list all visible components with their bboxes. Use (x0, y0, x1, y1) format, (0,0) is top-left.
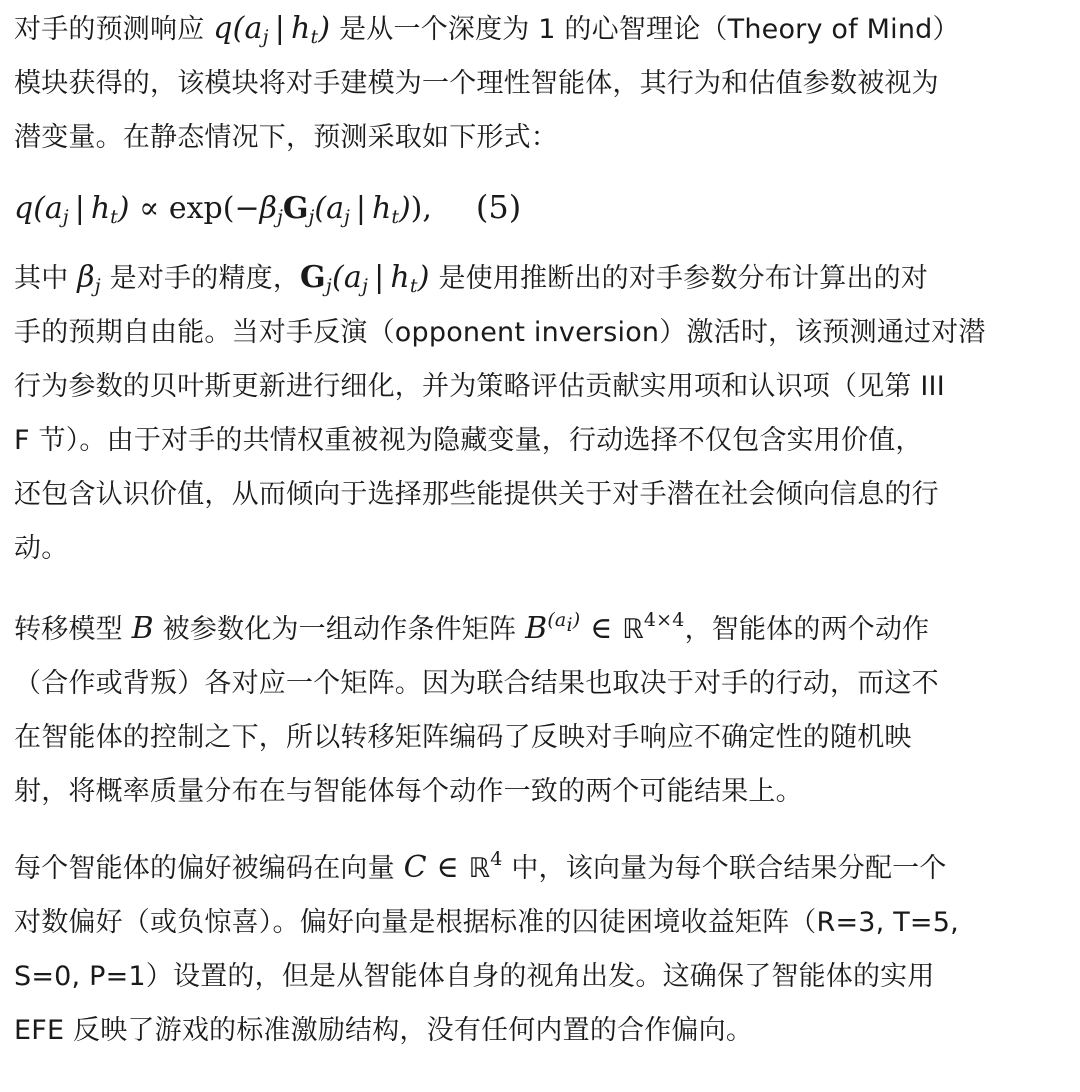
math-G-j: $G_j(a_j$ | $h_t$) (300, 260, 430, 297)
text-run: 是使用推断出的对手参数分布计算出的对 (438, 263, 929, 294)
text-line (14, 841, 1070, 896)
text-line: （合作或背叛）各对应一个矩阵。因为联合结果也取决于对手的行动，而这不 (14, 668, 939, 699)
text-line (14, 602, 1070, 657)
equation-body: $q(a_j$ | $h_t) \propto \exp(-\beta_jG_j(a_j$ | $h_t$)), (14, 191, 432, 228)
text-run: 是对手的精度， (109, 263, 301, 294)
text-run: 是从一个深度为 1 的心智理论（Theory of Mind） (339, 14, 960, 45)
text-run: 被参数化为一组动作条件矩阵 (162, 614, 517, 645)
equation-5 (14, 177, 1070, 237)
text-run: 其中 (14, 263, 69, 294)
document-body (14, 2, 1070, 1058)
paragraph-precision-efe (14, 251, 1070, 576)
text-line: 还包含认识价值，从而倾向于选择那些能提供关于对手潜在社会倾向信息的行 (14, 479, 939, 510)
text-line: F 节）。由于对手的共情权重被视为隐藏变量，行动选择不仅包含实用价值， (14, 425, 923, 456)
text-line: 行为参数的贝叶斯更新进行细化，并为策略评估贡献实用项和认识项（见第 III (14, 371, 945, 402)
text-line: 对数偏好（或负惊喜）。偏好向量是根据标准的囚徒困境收益矩阵（R=3, T=5, (14, 907, 959, 938)
text-run: 中，该向量为每个联合结果分配一个 (511, 853, 947, 884)
text-line (14, 2, 1070, 57)
text-line: 动。 (14, 533, 69, 564)
text-line: EFE 反映了游戏的标准激励结构，没有任何内置的合作偏向。 (14, 1015, 754, 1046)
math-B-ai-in-R4x4: $B^{(a_i)}$ ∈ ℝ$^{4\times 4}$ (525, 609, 685, 646)
text-line: 手的预期自由能。当对手反演（opponent inversion）激活时，该预测通过对潜 (14, 317, 986, 348)
text-line: 模块获得的，该模块将对手建模为一个理性智能体，其行为和估值参数被视为 (14, 68, 939, 99)
text-run: 转移模型 (14, 614, 123, 645)
text-run: 每个智能体的偏好被编码在向量 (14, 853, 395, 884)
math-C-in-R4: C ∈ ℝ$^4$ (403, 848, 503, 885)
text-line: 潜变量。在静态情况下，预测采取如下形式： (14, 122, 558, 153)
text-line (14, 251, 1070, 306)
math-q-aj-given-ht: $q(a_j$ | $h_t$) (213, 11, 331, 48)
text-line: S=0, P=1）设置的，但是从智能体自身的视角出发。这确保了智能体的实用 (14, 961, 935, 992)
text-line: 射，将概率质量分布在与智能体每个动作一致的两个可能结果上。 (14, 776, 803, 807)
paragraph-preferences (14, 841, 1070, 1058)
math-B: B (131, 611, 154, 646)
text-run: ，智能体的两个动作 (684, 614, 930, 645)
math-beta-j: $\beta_j$ (77, 260, 101, 297)
text-run: 对手的预测响应 (14, 14, 205, 45)
paragraph-opponent-prediction (14, 2, 1070, 165)
text-line: 在智能体的控制之下，所以转移矩阵编码了反映对手响应不确定性的随机映 (14, 722, 912, 753)
equation-number: (5) (475, 188, 522, 226)
paragraph-transition-model (14, 602, 1070, 819)
